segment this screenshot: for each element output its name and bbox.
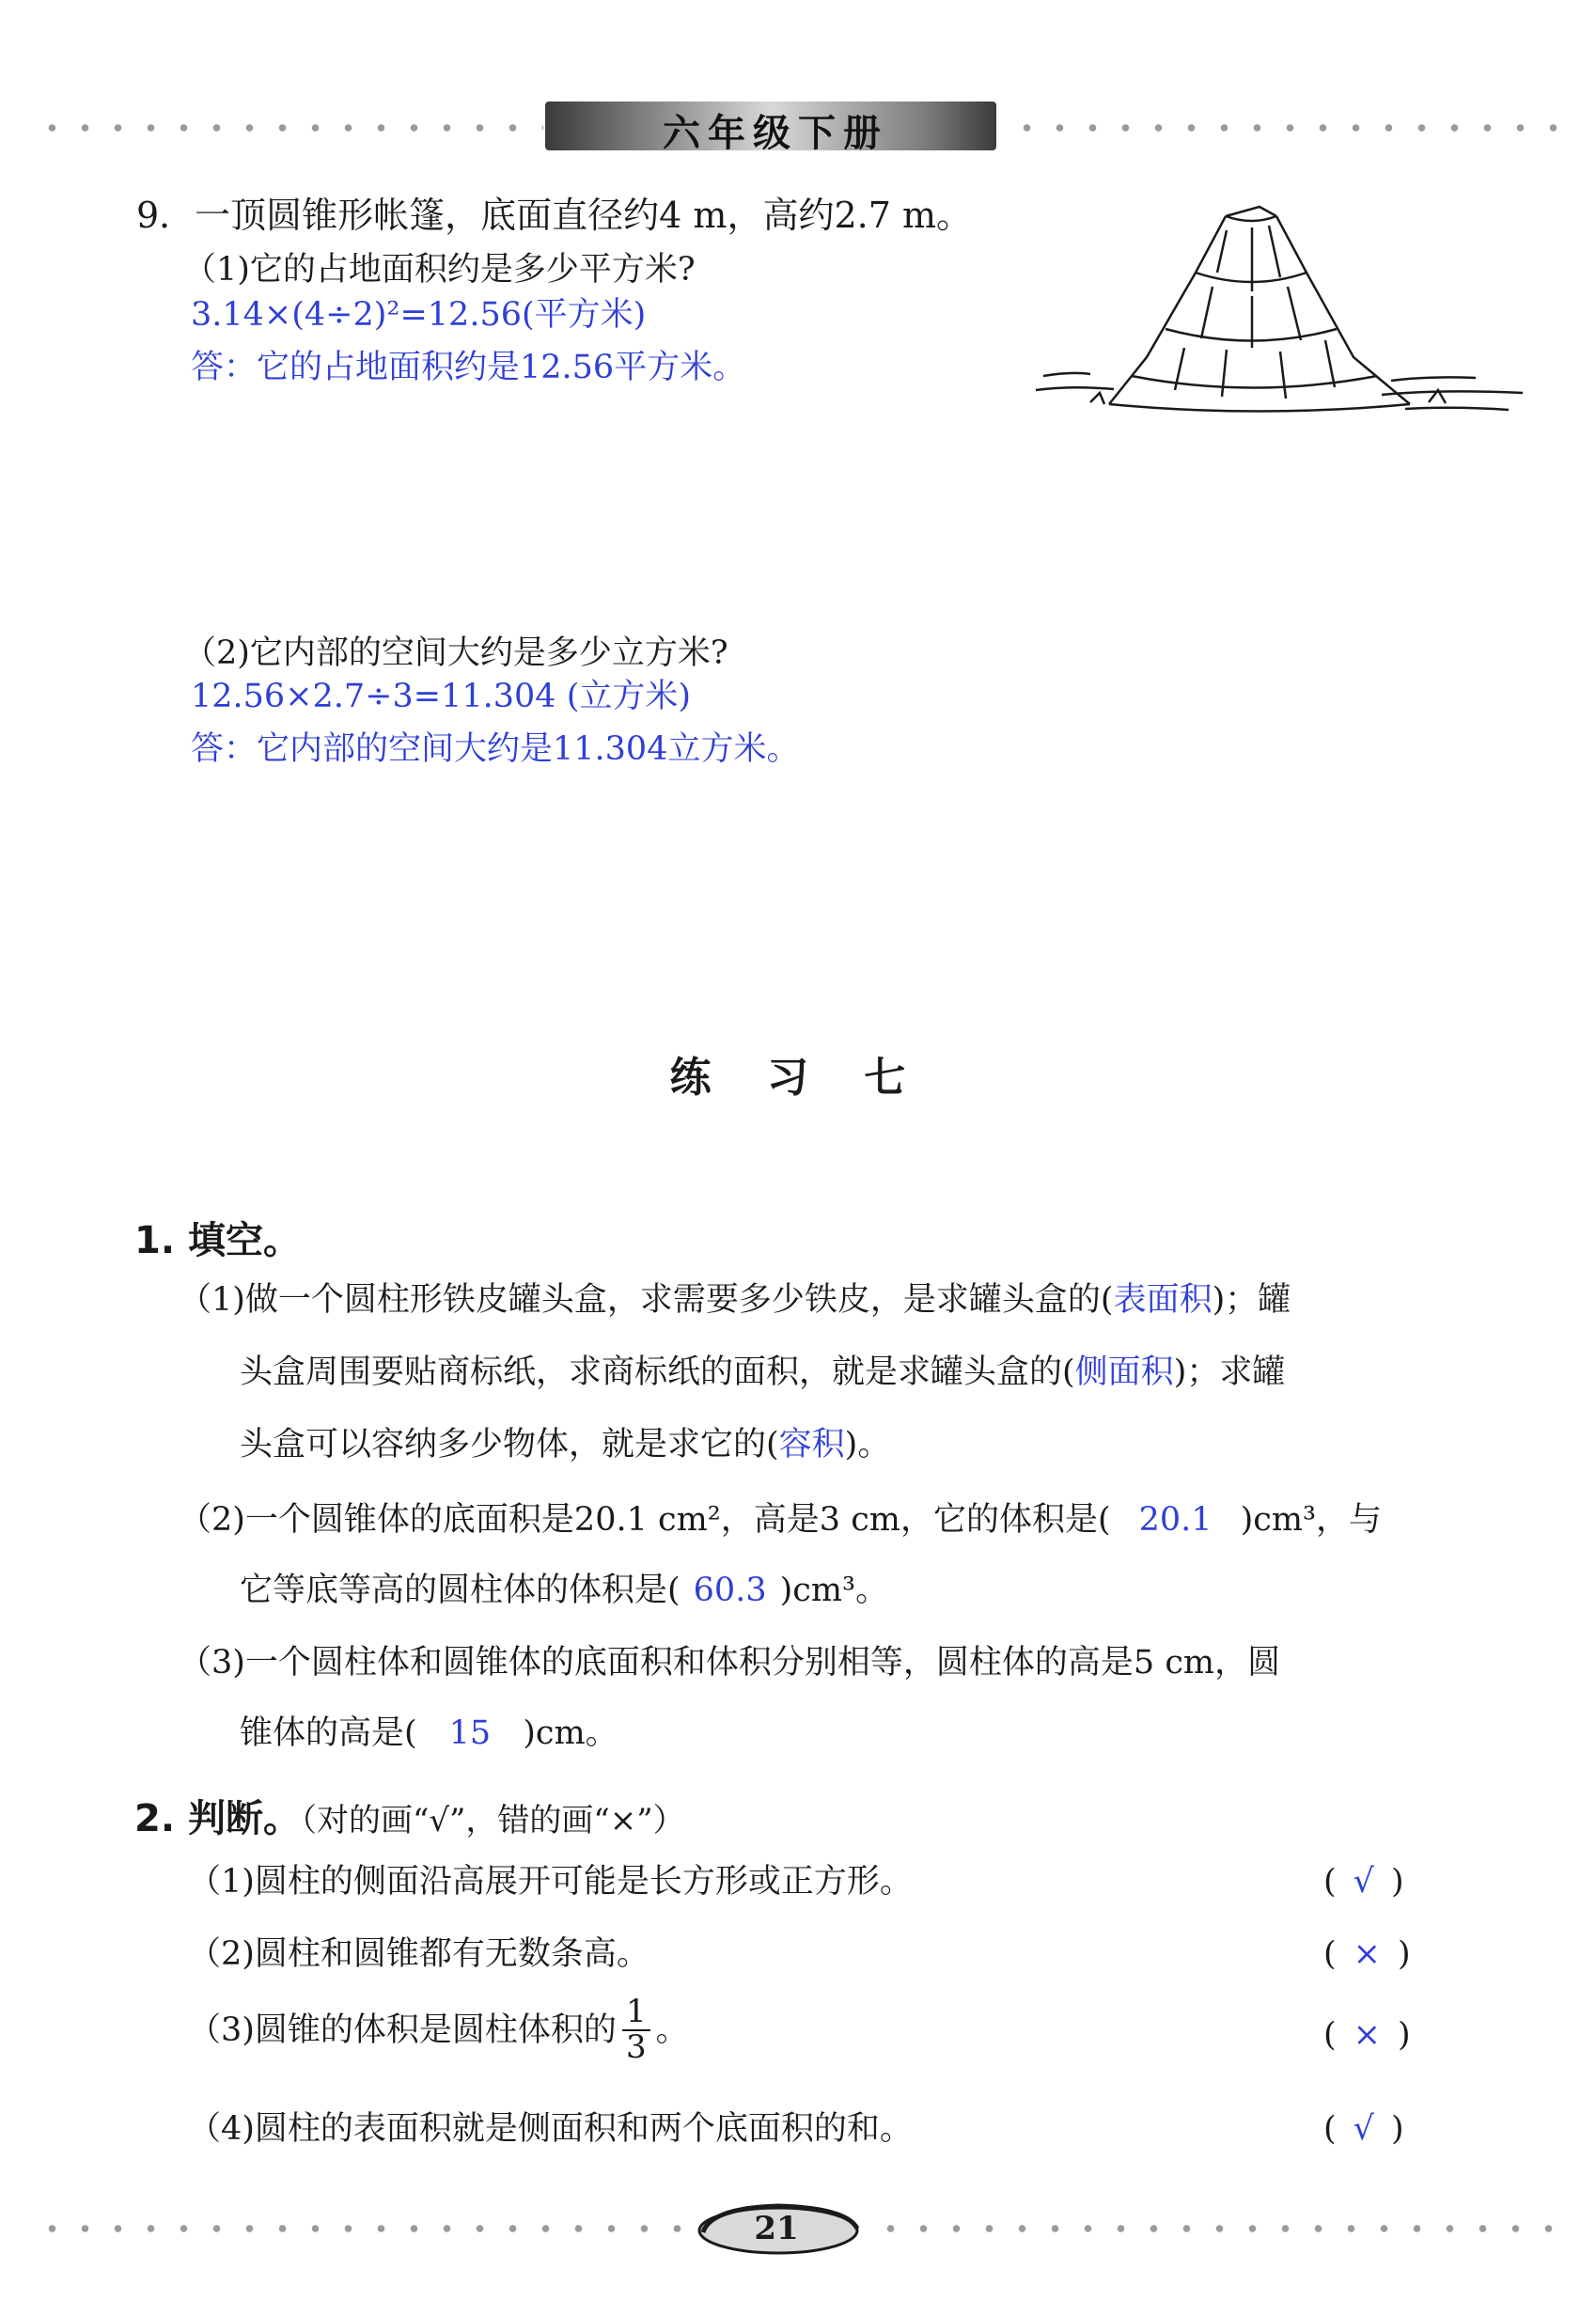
q1-p2-fill2: 60.3 xyxy=(693,1572,767,1609)
q9-p1-calc: 3.14×(4÷2)²=12.56(平方米) xyxy=(191,296,647,334)
q9-p1-answer: 答：它的占地面积约是12.56平方米。 xyxy=(191,349,746,386)
q1-p3-line2 xyxy=(240,1714,618,1752)
cone-tent-illustration xyxy=(1034,188,1541,423)
q1-p1-fill3: 容积 xyxy=(778,1426,845,1463)
header-dots-right xyxy=(1010,124,1565,132)
q1-stem: 1. 填空。 xyxy=(134,1219,301,1262)
q9-p2-answer: 答：它内部的空间大约是11.304立方米。 xyxy=(191,730,800,768)
q1-p1-line1-b: )；罐 xyxy=(1212,1281,1291,1319)
q1-p1-line3-a: 头盒可以容纳多少物体，就是求它的( xyxy=(240,1426,779,1463)
q2-item-3-text: （3)圆锥的体积是圆柱体积的 $\frac{1}{3}$ 。 xyxy=(188,1993,689,2066)
q9-p2-calc: 12.56×2.7÷3=11.304 (立方米) xyxy=(191,678,692,715)
q2-item-3-mark: ( × ) xyxy=(1323,2016,1411,2054)
q9-stem: 9．一顶圆锥形帐篷，底面直径约4 m，高约2.7 m。 xyxy=(136,195,973,236)
check-mark: √ xyxy=(1353,2110,1374,2148)
section-title: 练 习 七 xyxy=(669,1054,927,1102)
q2-item-2-text: （2)圆柱和圆锥都有无数条高。 xyxy=(188,1935,649,1973)
header-title: 六年级下册 xyxy=(663,112,888,155)
q2-stem xyxy=(134,1789,685,1842)
q1-p3-fill: 15 xyxy=(448,1714,492,1752)
q1-p2-line1-a: （2)一个圆锥体的底面积是20.1 cm²，高是3 cm，它的体积是( xyxy=(179,1501,1111,1539)
q2-item-1-mark: ( √ ) xyxy=(1323,1863,1404,1901)
q1-p1-line1-a: （1)做一个圆柱形铁皮罐头盒，求需要多少铁皮，是求罐头盒的( xyxy=(179,1281,1114,1319)
q2-stem-bold: 2. 判断。 xyxy=(134,1797,301,1840)
q1-p1-line2-a: 头盒周围要贴商标纸，求商标纸的面积，就是求罐头盒的( xyxy=(240,1354,1075,1391)
header-dots-left xyxy=(36,124,543,132)
q9-p2-question: （2)它内部的空间大约是多少立方米? xyxy=(183,634,728,672)
q1-p3-line2-a: 锥体的高是( xyxy=(240,1714,417,1752)
page-number-badge xyxy=(692,2200,861,2257)
q1-p1-line3-b: )。 xyxy=(844,1426,891,1463)
q2-stem-rest: （对的画“√”，错的画“×”） xyxy=(300,1802,685,1839)
q1-p1-fill2: 侧面积 xyxy=(1074,1354,1174,1391)
q1-p2-line2 xyxy=(240,1574,888,1607)
cross-mark: × xyxy=(1353,2016,1381,2054)
cross-mark: × xyxy=(1353,1935,1381,1973)
q1-p2-line2-b: )cm³。 xyxy=(779,1572,889,1609)
page-number: 21 xyxy=(754,2210,799,2247)
q1-p2-line2-a: 它等底等高的圆柱体的体积是( xyxy=(240,1572,681,1609)
q1-p2-fill1: 20.1 xyxy=(1138,1501,1213,1539)
q2-item-4-mark: ( √ ) xyxy=(1323,2110,1404,2148)
q1-p2-line1-b: )cm³，与 xyxy=(1240,1501,1383,1539)
q9-p1-question: （1)它的占地面积约是多少平方米? xyxy=(183,251,696,289)
footer-dots-right xyxy=(874,2225,1565,2232)
q1-p3-line2-b: )cm。 xyxy=(523,1714,618,1752)
q1-p1-line1 xyxy=(179,1281,1291,1319)
footer-dots-left xyxy=(36,2225,684,2232)
q1-p1-line2 xyxy=(240,1356,1285,1389)
q1-p2-line1 xyxy=(179,1501,1383,1539)
q1-p3-line1: （3)一个圆柱体和圆锥体的底面积和体积分别相等，圆柱体的高是5 cm，圆 xyxy=(179,1644,1281,1682)
q2-item-2-mark: ( × ) xyxy=(1323,1935,1411,1973)
q1-p1-line3 xyxy=(240,1426,891,1463)
q1-p1-fill1: 表面积 xyxy=(1113,1281,1213,1319)
q2-item-4-text: （4)圆柱的表面积就是侧面积和两个底面积的和。 xyxy=(188,2110,913,2148)
q1-p1-line2-b: )；求罐 xyxy=(1173,1354,1286,1391)
fraction-one-third: $\frac{1}{3}$ xyxy=(622,1995,650,2064)
q2-item-1-text: （1)圆柱的侧面沿高展开可能是长方形或正方形。 xyxy=(188,1863,913,1901)
check-mark: √ xyxy=(1353,1863,1374,1901)
